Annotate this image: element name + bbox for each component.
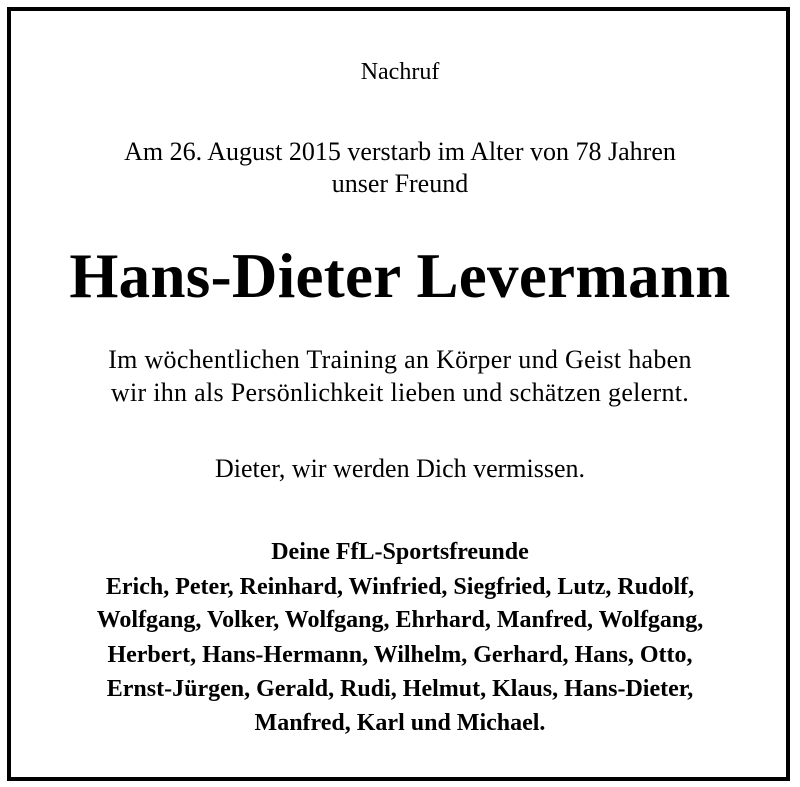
signature-names-line-5: Manfred, Karl und Michael. [254, 710, 546, 736]
closing-line: Dieter, wir werden Dich vermissen. [214, 454, 586, 483]
signature-group: Deine FfL-Sportsfreunde [271, 539, 529, 565]
deceased-name: Hans-Dieter Levermann [69, 241, 731, 311]
signature-names-line-2: Wolfgang, Volker, Wolfgang, Ehrhard, Manfred, Wolfgang, [96, 607, 704, 633]
signature-names-line-1: Erich, Peter, Reinhard, Winfried, Siegfried, Lutz, Rudolf, [105, 574, 695, 600]
obituary-heading: Nachruf [360, 59, 440, 85]
tribute-line-2: wir ihn als Persönlichkeit lieben und schätzen gelernt. [110, 378, 690, 407]
intro-line-1: Am 26. August 2015 verstarb im Alter von 78 Jahren [124, 137, 676, 166]
tribute-line-1: Im wöchentlichen Training an Körper und Geist haben [108, 345, 692, 374]
signature-names-line-4: Ernst-Jürgen, Gerald, Rudi, Helmut, Klaus, Hans-Dieter, [106, 676, 694, 702]
intro-line-2: unser Freund [331, 169, 469, 198]
signature-names-line-3: Herbert, Hans-Hermann, Wilhelm, Gerhard, Hans, Otto, [107, 642, 693, 668]
